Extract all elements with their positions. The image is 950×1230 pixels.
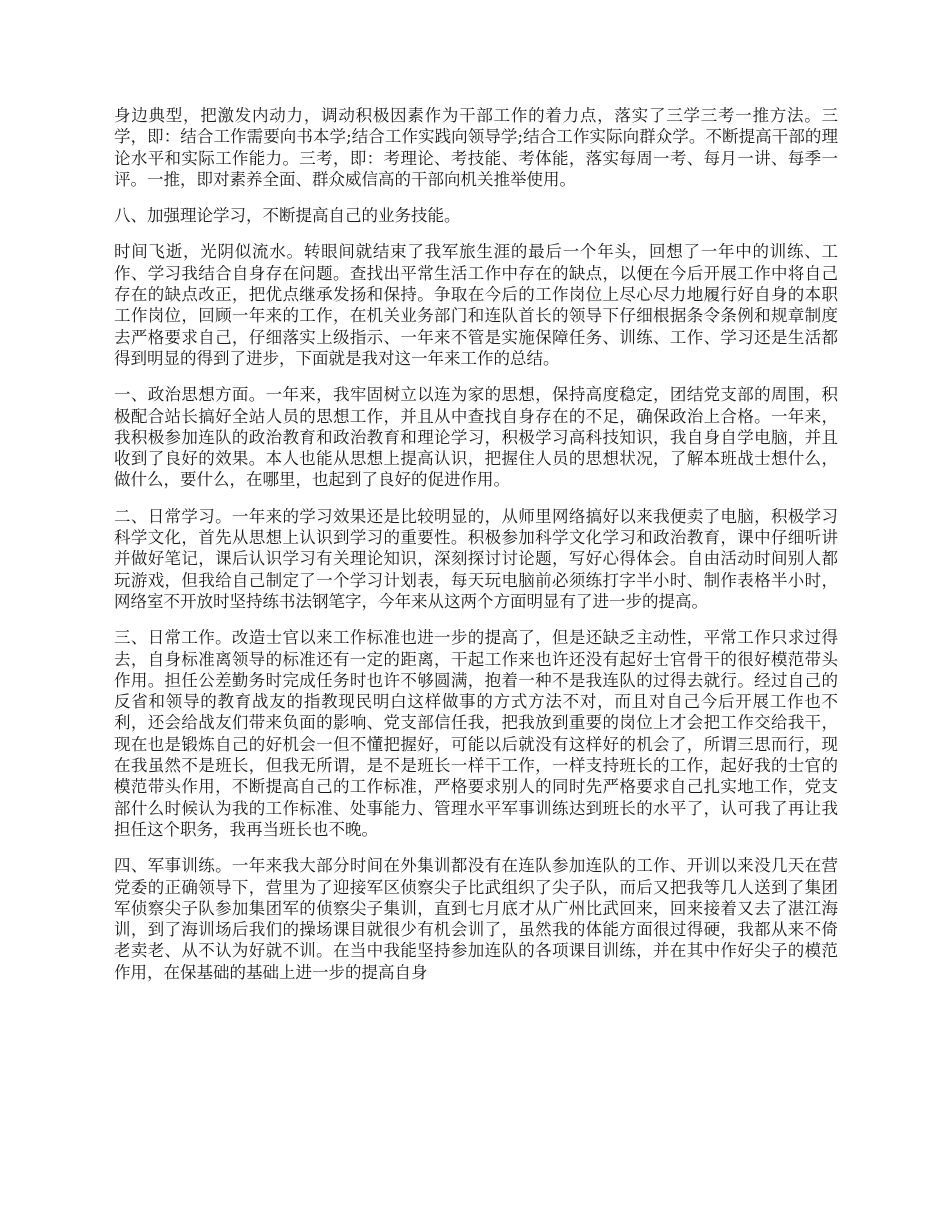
paragraph-daily-study: 二、日常学习。一年来的学习效果还是比较明显的，从师里网络搞好以来我便卖了电脑，积极学习科学文化，首先从思想上认识到学习的重要性。积极参加科学文化学习和政治教育，课中仔细听讲并做好笔记，课后认识学习有关理论知识，深刻探讨讨论题，写好心得体会。自由活动时间别人都玩游戏，但我给自己制定了一个学习计划表，每天玩电脑前必须练打字半小时、制作表格半小时，网络室不开放时坚持练书法钢笔字，今年来从这两个方面明显有了进一步的提高。 bbox=[114, 506, 838, 611]
paragraph-daily-work: 三、日常工作。改造士官以来工作标准也进一步的提高了，但是还缺乏主动性，平常工作只求过得去，自身标准离领导的标准还有一定的距离，干起工作来也许还没有起好士官骨干的很好模范带头作用。担任公差勤务时完成任务时也许不够圆满，抱着一种不是我连队的过得去就行。经过自己的反省和领导的教育战友的指教现民明白这样做事的方式方法不对，而且对自己今后开展工作也不利，还会给战友们带来负面的影响、党支部信任我，把我放到重要的岗位上才会把工作交给我干，现在也是锻炼自己的好机会一但不懂把握好，可能以后就没有这样好的机会了，所谓三思而行，现在我虽然不是班长，但我无所谓，是不是班长一样干工作，一样支持班长的工作，起好我的士官的模范带头作用，不断提高自己的工作标准，严格要求别人的同时先严格要求自己扎实地工作，党支部什么时候认为我的工作标准、处事能力、管理水平军事训练达到班长的水平了，认可我了再让我担任这个职务，我再当班长也不晚。 bbox=[114, 628, 838, 839]
paragraph-introduction: 时间飞逝，光阴似流水。转眼间就结束了我军旅生涯的最后一个年头，回想了一年中的训练、工作、学习我结合自身存在问题。查找出平常生活工作中存在的缺点，以便在今后开展工作中将自己存在的缺点改正，把优点继承发扬和保持。争取在今后的工作岗位上尽心尽力地履行好自身的本职工作岗位，回顾一年来的工作，在机关业务部门和连队首长的领导下仔细根据条令条例和规章制度去严格要求自己，仔细落实上级指示、一年来不管是实施保障任务、训练、工作、学习还是生活都得到明显的得到了进步，下面就是我对这一年来工作的总结。 bbox=[114, 242, 838, 368]
document-body bbox=[114, 105, 838, 998]
paragraph-political-thought: 一、政治思想方面。一年来，我牢固树立以连为家的思想，保持高度稳定，团结党支部的周围，积极配合站长搞好全站人员的思想工作，并且从中查找自身存在的不足，确保政治上合格。一年来，我积极参加连队的政治教育和政治教育和理论学习，积极学习高科技知识，我自身自学电脑，并且收到了良好的效果。本人也能从思想上提高认识，把握住人员的思想状况，了解本班战士想什么，做什么，要什么，在哪里，也起到了良好的促进作用。 bbox=[114, 385, 838, 490]
paragraph-military-training: 四、军事训练。一年来我大部分时间在外集训都没有在连队参加连队的工作、开训以来没几天在营党委的正确领导下，营里为了迎接军区侦察尖子比武组织了尖子队，而后又把我等几人送到了集团军侦察尖子队参加集团军的侦察尖子集训，直到七月底才从广州比武回来，回来接着又去了湛江海训，到了海训场后我们的操场课目就很少有机会训了，虽然我的体能方面很过得硬，我都从来不倚老卖老、从不认为好就不训。在当中我能坚持参加连队的各项课目训练，并在其中作好尖子的模范作用，在保基础的基础上进一步的提高自身 bbox=[114, 856, 838, 982]
paragraph-cadre-training: 身边典型，把激发内动力，调动积极因素作为干部工作的着力点，落实了三学三考一推方法。三学，即：结合工作需要向书本学;结合工作实践向领导学;结合工作实际向群众学。不断提高干部的理论水平和实际工作能力。三考，即：考理论、考技能、考体能，落实每周一考、每月一讲、每季一评。一推，即对素养全面、群众威信高的干部向机关推举使用。 bbox=[114, 106, 838, 189]
paragraph-heading-theory-study: 八、加强理论学习，不断提高自己的业务技能。 bbox=[114, 206, 461, 226]
